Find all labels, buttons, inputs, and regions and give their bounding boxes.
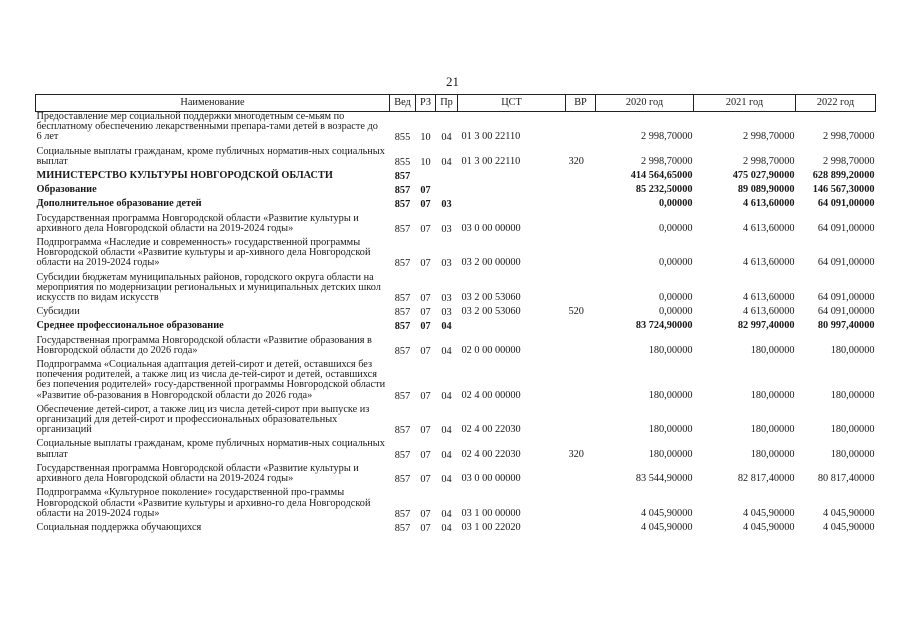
cell-vr <box>566 461 596 485</box>
cell-cst <box>458 318 566 332</box>
table-row <box>36 357 876 402</box>
cell-2022: 80 817,40000 <box>817 473 875 485</box>
cell-2020: 180,00000 <box>648 448 693 460</box>
cell-ved: 857 <box>394 425 411 437</box>
budget-table <box>35 94 876 534</box>
cell-vr <box>566 270 596 305</box>
cell-ved: 857 <box>394 474 411 486</box>
cell-cst: 03 0 00 00000 <box>461 473 521 485</box>
cell-pr: 03 <box>441 199 452 211</box>
cell-name: Государственная программа Новгородской области «Развитие культуры и архивного дела Новгородской области на 2019-2024 годы» <box>36 212 359 234</box>
cell-ved: 857 <box>394 307 411 319</box>
budget-table-body <box>36 112 876 535</box>
cell-pr: 04 <box>441 132 452 144</box>
cell-name: Социальная поддержка обучающихся <box>36 521 202 533</box>
cell-rz: 07 <box>420 425 431 437</box>
cell-name: Подпрограмма «Социальная адаптация детей-сирот и детей, оставшихся без попечения родителей, а также лиц из числа де-тей-сирот и детей, оставшихся без попечения родителей» госу-дарственной программы Новгородской области «Развитие об-разования в Новгородской области до 2026 года» <box>36 359 386 401</box>
cell-rz: 07 <box>420 199 431 211</box>
cell-2022: 64 091,00000 <box>817 292 875 304</box>
table-row <box>36 402 876 437</box>
cell-2022: 628 899,20000 <box>812 170 875 182</box>
cell-rz: 07 <box>420 223 431 235</box>
cell-vr <box>566 211 596 235</box>
cell-vr: 320 <box>568 448 584 460</box>
cell-vr <box>566 182 596 196</box>
table-row <box>36 270 876 305</box>
cell-rz: 07 <box>420 185 431 197</box>
cell-rz: 07 <box>420 474 431 486</box>
cell-ved: 857 <box>394 171 411 183</box>
cell-name: Предоставление мер социальной поддержки многодетным се-мьям по бесплатному обеспечению лекарственными препара-тами детей в возрасте до 6 лет <box>36 111 378 143</box>
cell-name: Государственная программа Новгородской области «Развитие образования в Новгородской области до 2026 года» <box>36 334 372 356</box>
cell-2022: 64 091,00000 <box>817 306 875 318</box>
cell-2020: 2 998,70000 <box>641 155 693 167</box>
cell-ved: 857 <box>394 508 411 520</box>
cell-2021: 4 613,60000 <box>743 306 795 318</box>
table-row <box>36 304 876 318</box>
cell-2020: 83 544,90000 <box>635 473 693 485</box>
table-row <box>36 318 876 332</box>
table-row <box>36 144 876 168</box>
cell-rz: 07 <box>420 321 431 333</box>
cell-pr: 04 <box>441 449 452 461</box>
cell-2021: 180,00000 <box>750 344 795 356</box>
cell-vr <box>566 318 596 332</box>
cell-vr <box>566 357 596 402</box>
cell-2021: 82 817,40000 <box>737 473 795 485</box>
cell-vr <box>566 235 596 270</box>
cell-2020: 0,00000 <box>659 306 693 318</box>
cell-name: Дополнительное образование детей <box>36 198 202 210</box>
cell-2020: 2 998,70000 <box>641 131 693 143</box>
cell-2020: 4 045,90000 <box>641 507 693 519</box>
cell-2021: 4 045,90000 <box>743 507 795 519</box>
cell-2022: 4 045,90000 <box>823 507 875 519</box>
cell-pr: 04 <box>441 345 452 357</box>
cell-2020: 0,00000 <box>659 257 693 269</box>
table-row <box>36 182 876 196</box>
cell-2021: 4 613,60000 <box>743 198 795 210</box>
table-row <box>36 112 876 144</box>
header-pr: Пр <box>436 95 458 112</box>
cell-2020: 0,00000 <box>659 292 693 304</box>
cell-2020: 4 045,90000 <box>641 521 693 533</box>
cell-vr <box>566 402 596 437</box>
cell-cst: 02 4 00 22030 <box>461 448 521 460</box>
cell-rz: 10 <box>420 132 431 144</box>
cell-2020: 180,00000 <box>648 389 693 401</box>
cell-rz: 07 <box>420 258 431 270</box>
cell-pr: 03 <box>441 307 452 319</box>
cell-rz <box>416 168 436 182</box>
page-number: 21 <box>446 74 459 89</box>
cell-pr: 04 <box>441 522 452 534</box>
cell-pr: 03 <box>441 293 452 305</box>
cell-rz: 07 <box>420 307 431 319</box>
cell-vr <box>566 196 596 210</box>
table-row <box>36 485 876 520</box>
cell-2021: 4 613,60000 <box>743 222 795 234</box>
header-vr: ВР <box>566 95 596 112</box>
cell-cst: 03 0 00 00000 <box>461 222 521 234</box>
cell-pr <box>436 182 458 196</box>
cell-name: МИНИСТЕРСТВО КУЛЬТУРЫ НОВГОРОДСКОЙ ОБЛАСТИ <box>36 170 333 182</box>
cell-2021: 180,00000 <box>750 448 795 460</box>
cell-ved: 855 <box>394 156 411 168</box>
cell-name: Субсидии <box>36 306 80 318</box>
header-2022: 2022 год <box>796 95 876 112</box>
cell-pr: 04 <box>441 474 452 486</box>
cell-vr <box>566 333 596 357</box>
table-row <box>36 520 876 534</box>
cell-name: Субсидии бюджетам муниципальных районов, городского округа области на мероприятия по модернизации региональных и муниципальных детских школ искусств по видам искусств <box>36 271 381 304</box>
cell-ved: 857 <box>394 258 411 270</box>
cell-pr: 04 <box>441 390 452 402</box>
cell-name: Подпрограмма «Культурное поколение» государственной про-граммы Новгородской области «Развитие культуры и архивно-го дела Новгородской области на 2019-2024 годы» <box>36 487 371 519</box>
table-row <box>36 168 876 182</box>
cell-name: Среднее профессиональное образование <box>36 320 224 332</box>
cell-2022: 64 091,00000 <box>817 198 875 210</box>
cell-ved: 857 <box>394 522 411 534</box>
table-row <box>36 211 876 235</box>
cell-name: Обеспечение детей-сирот, а также лиц из числа детей-сирот при выпуске из организаций для детей-сирот и профессиональных образовательных организаций <box>36 403 370 436</box>
cell-2022: 2 998,70000 <box>823 155 875 167</box>
cell-rz: 07 <box>420 522 431 534</box>
table-header-row <box>36 95 876 112</box>
cell-2020: 180,00000 <box>648 344 693 356</box>
cell-2020: 0,00000 <box>659 198 693 210</box>
cell-cst: 03 1 00 00000 <box>461 507 521 519</box>
table-row <box>36 461 876 485</box>
cell-pr: 04 <box>441 156 452 168</box>
cell-vr: 320 <box>568 155 584 167</box>
cell-name: Социальные выплаты гражданам, кроме публичных норматив-ных социальных выплат <box>36 145 385 167</box>
cell-2022: 64 091,00000 <box>817 257 875 269</box>
cell-vr <box>566 112 596 144</box>
cell-2020: 0,00000 <box>659 222 693 234</box>
cell-cst: 02 4 00 00000 <box>461 389 521 401</box>
header-2020: 2020 год <box>596 95 694 112</box>
cell-cst: 02 0 00 00000 <box>461 344 521 356</box>
cell-vr: 520 <box>568 306 584 318</box>
cell-2022: 146 567,30000 <box>812 184 875 196</box>
cell-rz: 07 <box>420 390 431 402</box>
cell-ved: 857 <box>394 321 411 333</box>
cell-2021: 2 998,70000 <box>743 131 795 143</box>
cell-cst <box>458 196 566 210</box>
cell-vr <box>566 520 596 534</box>
cell-2022: 2 998,70000 <box>823 131 875 143</box>
table-row <box>36 436 876 460</box>
header-cst: ЦСТ <box>458 95 566 112</box>
cell-2020: 83 724,90000 <box>635 320 693 332</box>
cell-2021: 180,00000 <box>750 424 795 436</box>
cell-ved: 857 <box>394 345 411 357</box>
header-ved: Вед <box>390 95 416 112</box>
cell-pr: 04 <box>441 508 452 520</box>
cell-2021: 2 998,70000 <box>743 155 795 167</box>
header-2021: 2021 год <box>694 95 796 112</box>
cell-2022: 64 091,00000 <box>817 222 875 234</box>
cell-2021: 4 613,60000 <box>743 292 795 304</box>
cell-ved: 857 <box>394 390 411 402</box>
cell-rz: 07 <box>420 345 431 357</box>
cell-rz: 07 <box>420 293 431 305</box>
cell-ved: 857 <box>394 293 411 305</box>
cell-cst <box>458 168 566 182</box>
cell-name: Государственная программа Новгородской области «Развитие культуры и архивного дела Новгородской области на 2019-2024 годы» <box>36 462 359 485</box>
table-row <box>36 196 876 210</box>
cell-vr <box>566 485 596 520</box>
cell-2022: 180,00000 <box>830 424 875 436</box>
cell-2020: 180,00000 <box>648 424 693 436</box>
cell-ved: 857 <box>394 449 411 461</box>
cell-cst: 03 2 00 53060 <box>461 292 521 304</box>
cell-pr: 04 <box>441 321 452 333</box>
cell-pr <box>436 168 458 182</box>
cell-ved: 855 <box>394 132 411 144</box>
cell-pr: 04 <box>441 425 452 437</box>
cell-cst: 03 1 00 22020 <box>461 521 521 533</box>
cell-cst: 03 2 00 00000 <box>461 257 521 269</box>
cell-cst: 02 4 00 22030 <box>461 424 521 436</box>
cell-2020: 414 564,65000 <box>630 170 693 182</box>
cell-vr <box>566 168 596 182</box>
cell-cst: 03 2 00 53060 <box>461 306 521 318</box>
cell-2021: 4 045,90000 <box>743 521 795 533</box>
cell-2021: 4 613,60000 <box>743 257 795 269</box>
table-row <box>36 333 876 357</box>
cell-pr: 03 <box>441 258 452 270</box>
cell-2022: 180,00000 <box>830 344 875 356</box>
header-rz: РЗ <box>416 95 436 112</box>
cell-rz: 10 <box>420 156 431 168</box>
cell-pr: 03 <box>441 223 452 235</box>
cell-rz: 07 <box>420 508 431 520</box>
cell-name: Социальные выплаты гражданам, кроме публичных норматив-ных социальных выплат <box>36 438 385 460</box>
cell-2021: 475 027,90000 <box>732 170 795 182</box>
cell-cst: 01 3 00 22110 <box>461 131 521 143</box>
cell-name: Образование <box>36 184 97 196</box>
cell-2021: 89 089,90000 <box>737 184 795 196</box>
cell-2022: 4 045,90000 <box>823 521 875 533</box>
cell-2022: 180,00000 <box>830 389 875 401</box>
cell-2021: 180,00000 <box>750 389 795 401</box>
cell-ved: 857 <box>394 185 411 197</box>
cell-2020: 85 232,50000 <box>635 184 693 196</box>
cell-name: Подпрограмма «Наследие и современность» государственной программы Новгородской области «Развитие культуры и ар-хивного дела Новгородской области на 2019-2024 годы» <box>36 237 371 269</box>
cell-cst <box>458 182 566 196</box>
cell-rz: 07 <box>420 449 431 461</box>
table-row <box>36 235 876 270</box>
cell-ved: 857 <box>394 199 411 211</box>
cell-cst: 01 3 00 22110 <box>461 155 521 167</box>
cell-2021: 82 997,40000 <box>737 320 795 332</box>
cell-2022: 80 997,40000 <box>817 320 875 332</box>
cell-2022: 180,00000 <box>830 448 875 460</box>
header-name: Наименование <box>36 95 390 112</box>
cell-ved: 857 <box>394 223 411 235</box>
